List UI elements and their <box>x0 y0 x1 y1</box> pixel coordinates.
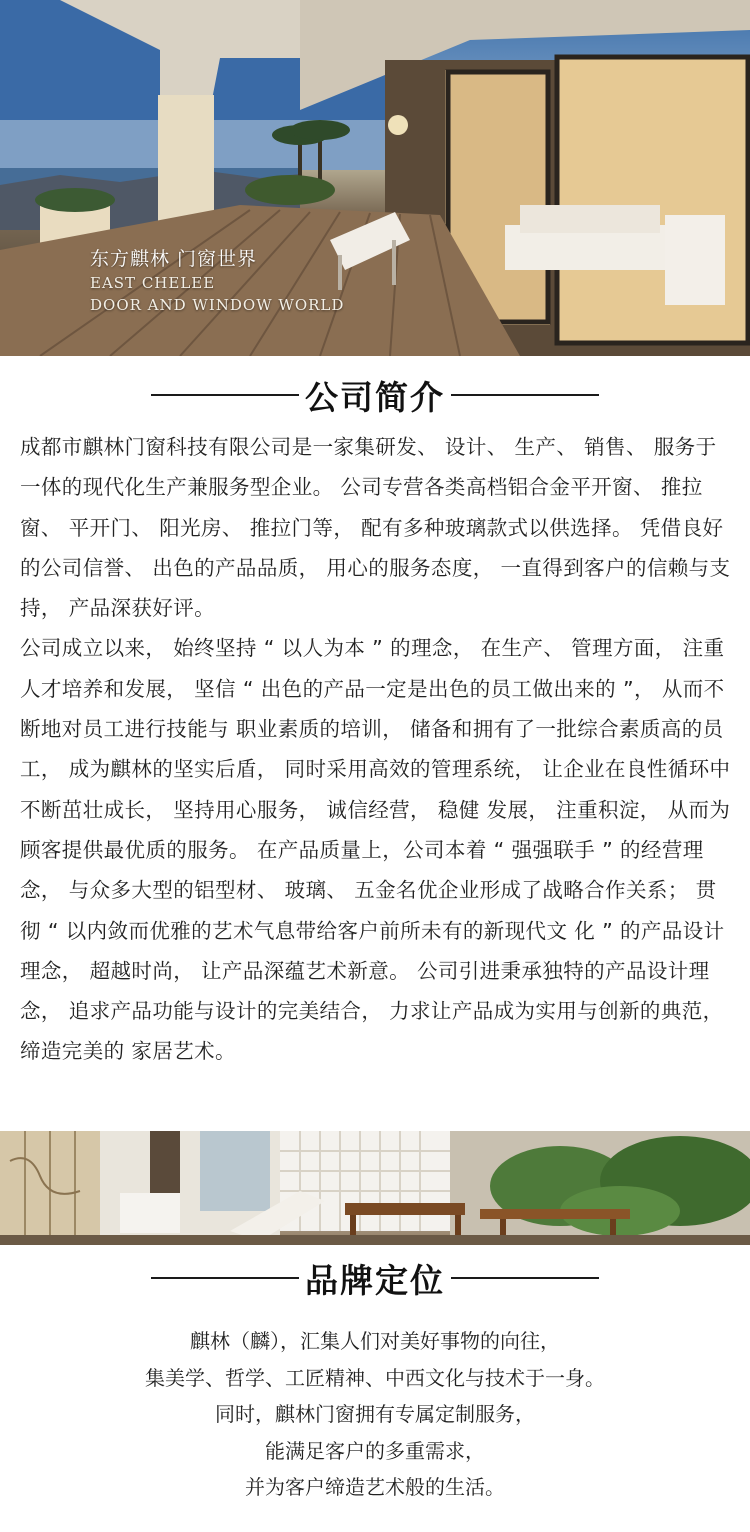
heading-rule-left <box>151 394 299 396</box>
hero-banner-image <box>0 0 750 356</box>
heading-rule-left <box>151 1277 299 1279</box>
brand-line: 能满足客户的多重需求， <box>265 1438 485 1463</box>
brand-line: 集美学、哲学、工匠精神、中西文化与技术于一身。 <box>145 1365 605 1390</box>
brand-text <box>0 1323 750 1506</box>
intro-paragraph-1: 成都市麒林门窗科技有限公司是一家集研发、 设计、 生产、 销售、 服务于一体的现代化生产兼服务型企业。 公司专营各类高档铝合金平开窗、 推拉窗、 平开门、 阳光房、 推拉门等， 配有多种玻璃款式以供选择。 凭借良好的公司信誉、 出色的产品品质， 用心的服务态度， 一直得到客户的信赖与支持， 产品深获好评。 <box>20 435 731 621</box>
brand-line: 并为客户缔造艺术般的生活。 <box>245 1475 505 1499</box>
company-intro-title: 公司简介 <box>305 377 445 417</box>
hero-subtitle-line1: EAST CHELEE <box>90 274 216 292</box>
brand-line: 麒林（麟），汇集人们对美好事物的向往， <box>190 1329 560 1353</box>
company-intro-heading <box>0 373 750 417</box>
heading-rule-right <box>451 1277 599 1279</box>
brand-heading <box>0 1256 750 1300</box>
brand-title: 品牌定位 <box>305 1260 445 1300</box>
interior-banner-image <box>0 1131 750 1245</box>
interior-illustration <box>0 1131 750 1245</box>
hero-subtitle-line2: DOOR AND WINDOW WORLD <box>90 296 345 314</box>
heading-rule-right <box>451 394 599 396</box>
intro-paragraph-2: 公司成立以来， 始终坚持 “ 以人为本 ” 的理念， 在生产、 管理方面， 注重人才培养和发展， 坚信 “ 出色的产品一定是出色的员工做出来的 ”， 从而不断地对员工进行技能与 职业素质的培训， 储备和拥有了一批综合素质高的员工， 成为麒林的坚实后盾， 同时采用高效的管理系统， 让企业在良性循环中不断茁壮成长， 坚持用心服务， 诚信经营， 稳健 发展， 注重积淀， 从而为顾客提供最优质的服务。 在产品质量上，公司本着 “ 强强联手 ” 的经营理念， 与众多大型的铝型材、 玻璃、 五金名优企业形成了战略合作关系； 贯彻 “ 以内敛而优雅的艺术气息带给客户前所未有的新现代文 化 ” 的产品设计理念， 超越时尚， 让产品深蕴艺术新意。 公司引进秉承独特的产品设计理念， 追求产品功能与设计的完美结合， 力求让产品成为实用与创新的典范， 缔造完美的 家居艺术。 <box>20 636 731 1064</box>
company-intro-text <box>20 427 732 1072</box>
hero-title: 东方麒林 门窗世界 <box>90 248 258 270</box>
brand-line: 同时，麒林门窗拥有专属定制服务， <box>215 1402 535 1426</box>
